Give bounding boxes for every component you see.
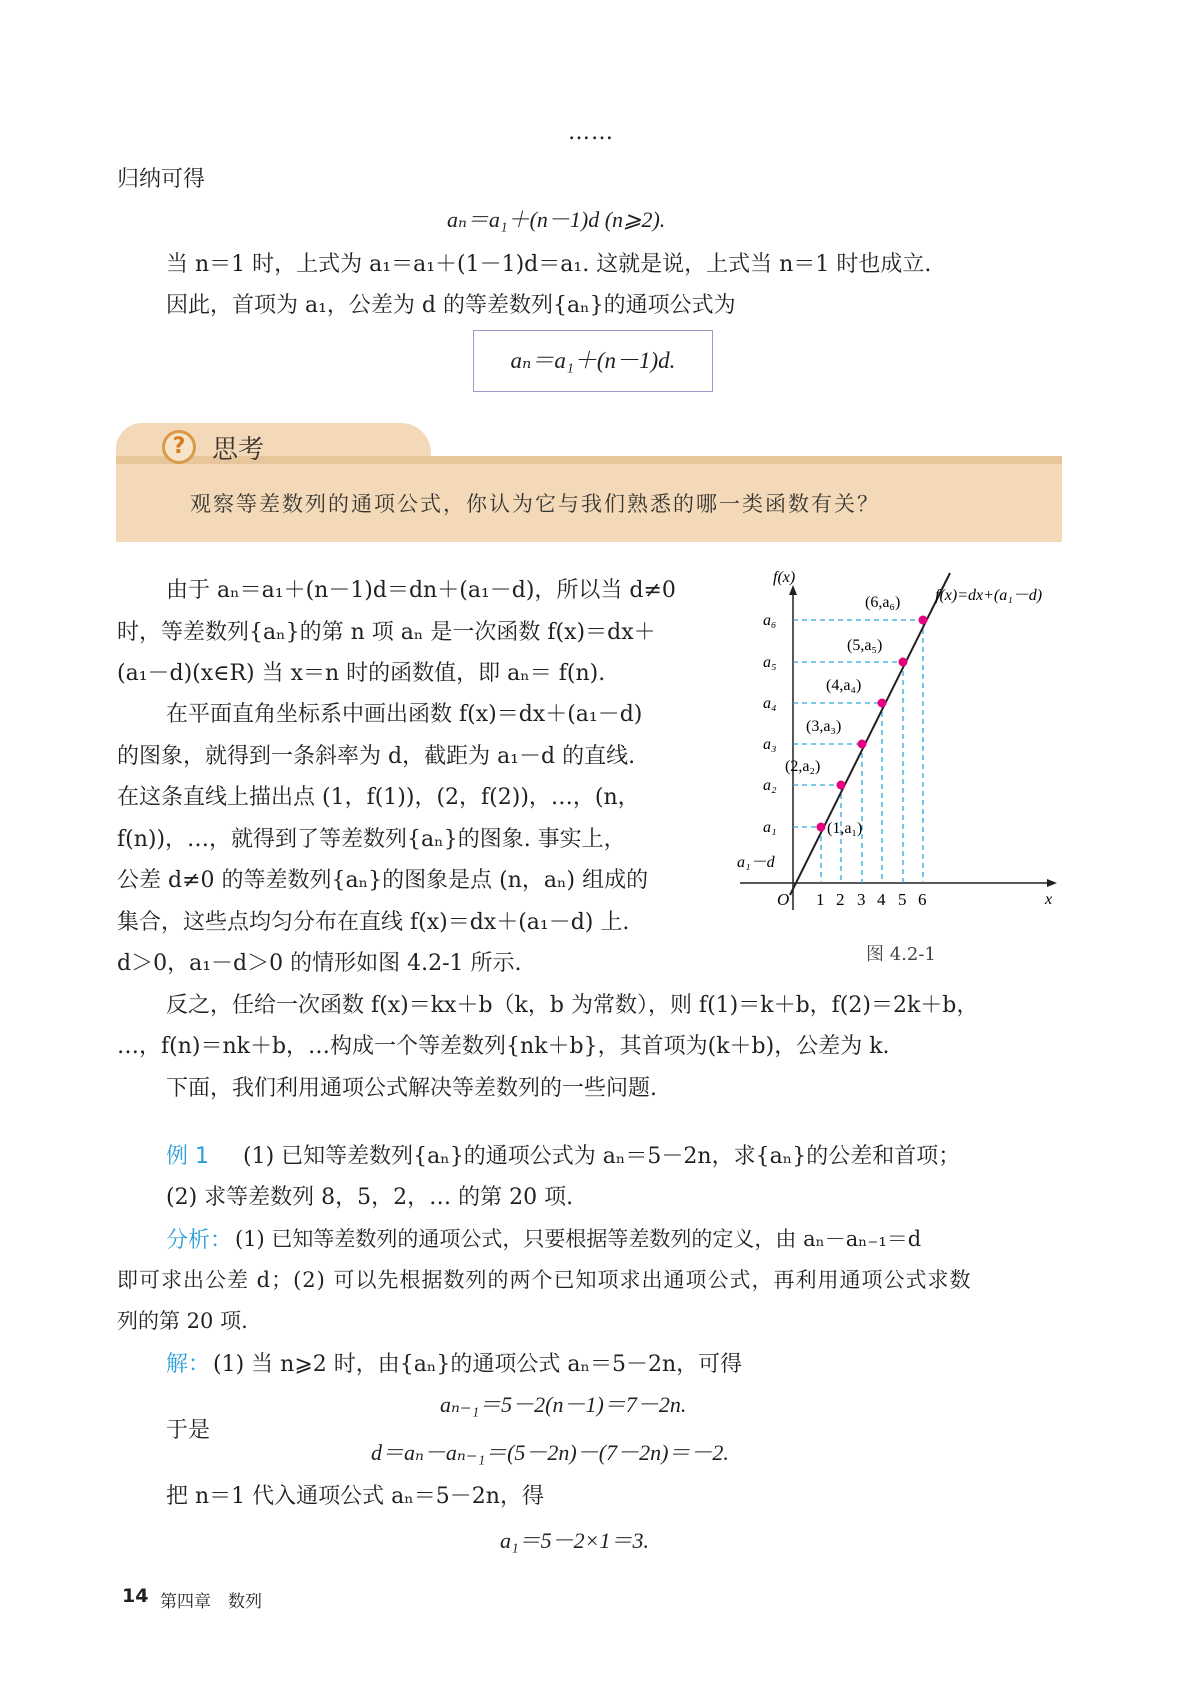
origin-label: O (777, 890, 790, 909)
x-tick: 4 (877, 890, 886, 909)
page-number: 14 (122, 1585, 149, 1607)
chapter-title: 第四章 数列 (160, 1592, 262, 1612)
figure-4-2-1 (735, 565, 1065, 920)
y-axis-label: f(x) (773, 569, 796, 586)
figure-caption: 图 4.2-1 (866, 944, 936, 965)
body-line: f(n))，…，就得到了等差数列{aₙ}的图象. 事实上， (117, 827, 626, 852)
example-q1: (1) 已知等差数列{aₙ}的通项公式为 aₙ＝5－2n，求{aₙ}的公差和首项； (243, 1144, 961, 1169)
x-axis-label: x (1045, 891, 1053, 908)
equation-a1: a₁＝5－2×1＝3. (500, 1528, 649, 1553)
body-line: (a₁－d)(x∈R) 当 x＝n 时的函数值，即 aₙ＝ f(n). (117, 661, 606, 686)
point-label: (6,a₆) (865, 594, 901, 611)
paragraph-therefore: 因此，首项为 a₁，公差为 d 的等差数列{aₙ}的通项公式为 (166, 293, 736, 318)
y-tick: a₃ (763, 736, 777, 753)
point-label: (3,a₃) (806, 718, 842, 735)
question-icon: ? (162, 430, 196, 464)
converse-line-2: …，f(n)＝nk＋b，…构成一个等差数列{nk＋b}，其首项为(k＋b)，公差为 k. (117, 1034, 890, 1059)
point-label: (4,a₄) (826, 677, 862, 694)
line-label: f(x)=dx+(a₁－d) (935, 587, 1043, 604)
y-tick: a₂ (763, 777, 777, 794)
intercept-label: a₁－d (737, 854, 775, 871)
point-label: (5,a₅) (847, 637, 883, 654)
boxed-formula: aₙ＝a₁＋(n－1)d. (473, 330, 713, 392)
analysis-line: (1) 已知等差数列的通项公式，只要根据等差数列的定义，由 aₙ－aₙ₋₁＝d (235, 1227, 922, 1251)
y-tick: a₁ (763, 819, 777, 836)
body-line: 在平面直角坐标系中画出函数 f(x)＝dx＋(a₁－d) (166, 702, 643, 727)
analysis-line: 即可求出公差 d；(2) 可以先根据数列的两个已知项求出通项公式，再利用通项公式求数 (117, 1268, 972, 1292)
point-1 (817, 823, 826, 832)
x-tick: 5 (898, 890, 907, 909)
converse-line-3: 下面，我们利用通项公式解决等差数列的一些问题. (166, 1076, 657, 1101)
body-line: 由于 aₙ＝a₁＋(n－1)d＝dn＋(a₁－d)，所以当 d≠0 (166, 578, 676, 603)
point-4 (878, 699, 887, 708)
equation-d: d＝aₙ－aₙ₋₁＝(5－2n)－(7－2n)＝－2. (371, 1440, 729, 1465)
example-label: 例 1 (166, 1144, 209, 1169)
x-tick: 6 (918, 890, 927, 909)
example-q2: (2) 求等差数列 8，5，2，… 的第 20 项. (166, 1185, 574, 1210)
body-line: 公差 d≠0 的等差数列{aₙ}的图象是点 (n，aₙ) 组成的 (117, 868, 649, 893)
x-axis-arrow (1047, 879, 1057, 887)
y-tick: a₆ (763, 612, 777, 629)
induction-text: 归纳可得 (117, 167, 206, 192)
converse-line-1: 反之，任给一次函数 f(x)＝kx＋b（k，b 为常数），则 f(1)＝k＋b，f(2)＝2k＋b， (166, 993, 979, 1018)
body-line: 时，等差数列{aₙ}的第 n 项 aₙ 是一次函数 f(x)＝dx＋ (117, 620, 656, 645)
equation-a-n-minus-1: aₙ₋₁＝5－2(n－1)＝7－2n. (440, 1392, 687, 1417)
think-title: 思考 (212, 435, 265, 465)
x-tick: 1 (816, 890, 825, 909)
body-line: 的图象，就得到一条斜率为 d，截距为 a₁－d 的直线. (117, 744, 636, 769)
think-text: 观察等差数列的通项公式，你认为它与我们熟悉的哪一类函数有关？ (190, 492, 880, 516)
analysis-label: 分析： (166, 1228, 233, 1253)
y-tick: a₅ (763, 654, 777, 671)
point-label: (1,a₁) (827, 820, 863, 837)
point-5 (899, 658, 908, 667)
ellipsis: …… (568, 120, 614, 145)
yushi-text: 于是 (166, 1418, 211, 1443)
x-tick: 2 (836, 890, 845, 909)
paragraph-n-equals-1: 当 n＝1 时，上式为 a₁＝a₁＋(1－1)d＝a₁. 这就是说，上式当 n＝1 时也成立. (166, 252, 932, 277)
point-2 (837, 781, 846, 790)
formula-general: aₙ＝a₁＋(n－1)d (n⩾2). (447, 207, 666, 232)
analysis-line: 列的第 20 项. (117, 1309, 248, 1333)
solution-label: 解： (166, 1352, 211, 1377)
substitute-line: 把 n＝1 代入通项公式 aₙ＝5－2n，得 (166, 1484, 544, 1509)
y-axis-arrow (789, 585, 797, 595)
body-line: 在这条直线上描出点 (1，f(1))，(2，f(2))，…，(n， (117, 785, 640, 810)
body-line: 集合，这些点均匀分布在直线 f(x)＝dx＋(a₁－d) 上. (117, 910, 630, 935)
body-line: d＞0，a₁－d＞0 的情形如图 4.2-1 所示. (117, 951, 522, 976)
point-3 (858, 740, 867, 749)
point-label: (2,a₂) (785, 758, 821, 775)
solution-line: (1) 当 n⩾2 时，由{aₙ}的通项公式 aₙ＝5－2n，可得 (213, 1352, 743, 1377)
y-tick: a₄ (763, 695, 777, 712)
x-tick: 3 (857, 890, 866, 909)
point-6 (919, 616, 928, 625)
